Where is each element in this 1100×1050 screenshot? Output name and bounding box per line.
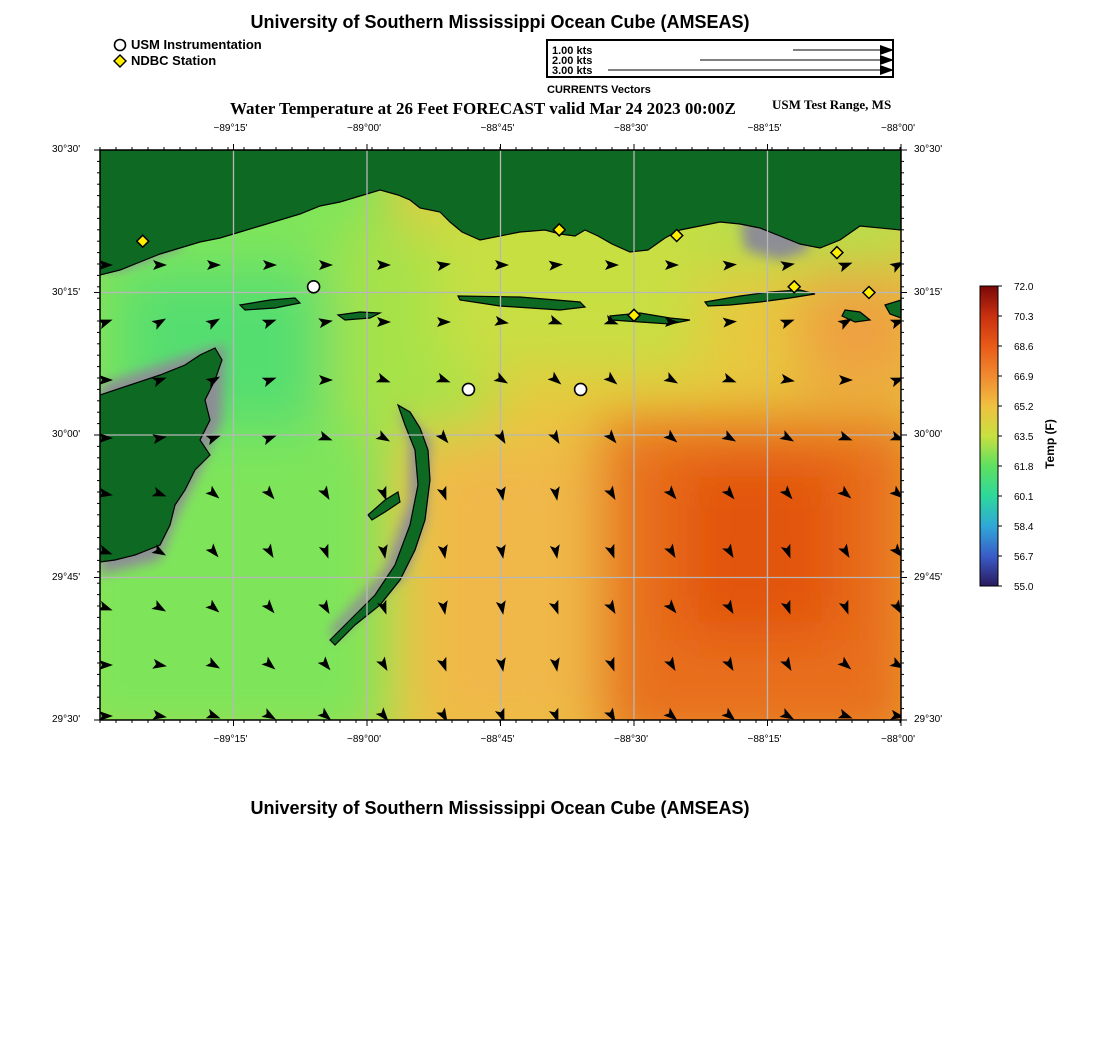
lat-tick-label: 30°00' xyxy=(52,429,81,440)
vector-scale-label-1: 1.00 kts xyxy=(552,45,593,57)
usm-instrument-marker xyxy=(462,383,474,395)
lon-tick-label: −88°30' xyxy=(614,734,648,745)
colorbar-tick-label: 66.9 xyxy=(1014,372,1034,383)
usm-instrument-marker xyxy=(308,281,320,293)
legend-ndbc-label: NDBC Station xyxy=(131,53,217,68)
lon-tick-label: −88°00' xyxy=(881,123,915,134)
colorbar-tick-label: 70.3 xyxy=(1014,312,1034,323)
colorbar-tick-label: 55.0 xyxy=(1014,582,1034,593)
lon-tick-label: −89°00' xyxy=(347,734,381,745)
lon-tick-label: −88°15' xyxy=(747,123,782,134)
lon-tick-label: −89°15' xyxy=(213,123,248,134)
colorbar-tick-label: 65.2 xyxy=(1014,402,1034,413)
map-subtitle: Water Temperature at 26 Feet FORECAST valid Mar 24 2023 00:00Z xyxy=(230,99,736,118)
colorbar-ticks xyxy=(998,282,1034,593)
lon-tick-label: −88°15' xyxy=(747,734,782,745)
lon-tick-label: −89°15' xyxy=(213,734,248,745)
lon-tick-label: −88°45' xyxy=(480,734,515,745)
legend-usm-label: USM Instrumentation xyxy=(131,37,262,52)
colorbar-tick-label: 58.4 xyxy=(1014,522,1034,533)
lat-tick-label: 30°15' xyxy=(52,286,81,298)
lon-tick-label: −88°45' xyxy=(480,123,515,134)
lon-tick-label: −88°30' xyxy=(614,123,648,134)
lat-tick-label: 29°30' xyxy=(52,714,81,725)
region-label: USM Test Range, MS xyxy=(772,97,892,112)
lat-tick-label: 30°15' xyxy=(914,286,943,298)
lat-tick-label: 30°30' xyxy=(914,144,943,155)
vector-scale-caption: CURRENTS Vectors xyxy=(547,84,651,96)
usm-instrument-marker xyxy=(575,383,587,395)
colorbar-tick-label: 56.7 xyxy=(1014,552,1034,563)
colorbar-bar xyxy=(980,286,998,586)
lat-tick-label: 29°45' xyxy=(52,571,81,583)
colorbar-tick-label: 60.1 xyxy=(1014,492,1034,503)
colorbar-tick-label: 61.8 xyxy=(1014,462,1034,473)
vector-scale-label-3: 3.00 kts xyxy=(552,65,593,77)
colorbar-tick-label: 68.6 xyxy=(1014,342,1034,353)
lat-tick-label: 29°30' xyxy=(914,714,943,725)
lon-tick-label: −89°00' xyxy=(347,123,381,134)
map-field xyxy=(60,130,920,750)
colorbar xyxy=(970,280,1050,600)
colorbar-title: Temp (F) xyxy=(1043,419,1057,469)
lat-tick-label: 30°30' xyxy=(52,144,81,155)
lat-tick-label: 30°00' xyxy=(914,429,943,440)
colorbar-tick-label: 63.5 xyxy=(1014,432,1034,443)
page-title: University of Southern Mississippi Ocean Cube (AMSEAS) xyxy=(250,12,750,32)
colorbar-tick-label: 72.0 xyxy=(1014,282,1034,293)
footer-title: University of Southern Mississippi Ocean Cube (AMSEAS) xyxy=(250,798,750,818)
lon-tick-label: −88°00' xyxy=(881,734,915,745)
lat-tick-label: 29°45' xyxy=(914,571,943,583)
vector-scale-label-2: 2.00 kts xyxy=(552,55,593,67)
